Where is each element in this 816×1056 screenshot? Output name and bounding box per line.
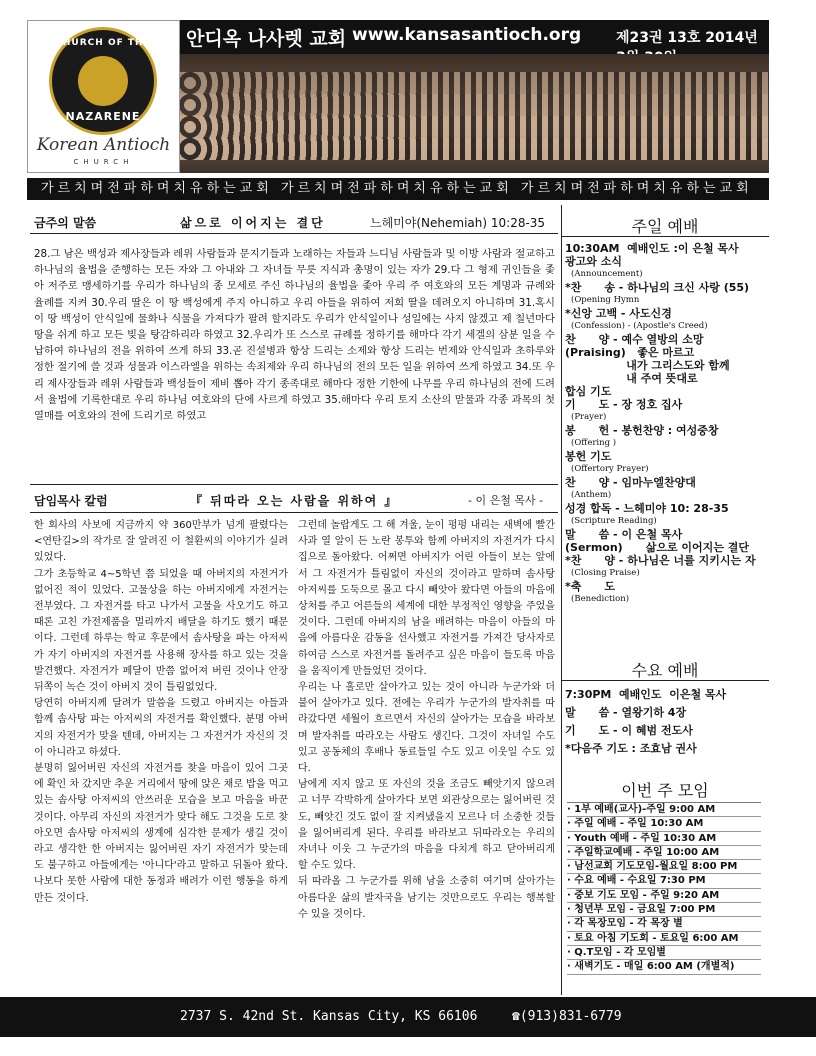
- worship-item: [565, 476, 770, 502]
- worship-item-english: (Confession) - (Apostle's Creed): [571, 321, 708, 331]
- worship-item-text: 봉 헌 - 봉헌찬양 : 여성중창: [565, 424, 719, 437]
- congregation-photo: [180, 54, 769, 173]
- worship-item-text: 합심 기도: [565, 385, 612, 398]
- worship-item: [565, 554, 770, 580]
- column-divider: [561, 205, 562, 995]
- meeting-item: · Q.T모임 - 각 모임별: [567, 946, 761, 960]
- church-name: 안디옥 나사렛 교회: [186, 28, 347, 50]
- worship-item-text: 찬 양 - 예수 열방의 소망: [565, 333, 704, 346]
- worship-item-text: 찬 양 - 임마누엘찬양대: [565, 476, 696, 489]
- sunday-order-of-worship: [565, 242, 770, 606]
- worship-item-english: (Anthem): [571, 490, 612, 500]
- worship-item-english: (Scripture Reading): [571, 516, 657, 526]
- worship-item-text: 10:30AM 예배인도 :이 은철 목사: [565, 242, 739, 255]
- meeting-item: · 수요 예배 - 수요일 7:30 PM: [567, 874, 761, 888]
- worship-item-english: (Opening Hymn: [571, 295, 640, 305]
- church-address: 2737 S. 42nd St. Kansas City, KS 66106: [180, 1009, 478, 1024]
- worship-item-text: *찬 양 - 하나님은 너를 지키시는 자: [565, 554, 756, 567]
- motto-banner: 가르치며전파하며치유하는교회 가르치며전파하며치유하는교회 가르치며전파하며치유하는교회: [27, 178, 769, 200]
- worship-item: [565, 346, 770, 385]
- scripture-text: 28.그 남은 백성과 제사장들과 레위 사람들과 문지기들과 노래하는 자들과 느디님 사람들과 및 이방 사람과 절교하고 하나님의 율법을 준행하는 모든 자와 그 아내와 그 자녀들 무릇 지식과 총명이 있는 자가 29.다 그 형제 귀인들을 좇아 저주로 맹세하기를 우리가 하나님의 종 모세로 주신 하나님의 율법을 좇아 우리 주 여호와의 모든 계명과 규례와 율례를 지켜 30.우리 딸은 이 땅 백성에게 주지 아니하고 우리 아들을 위하여 저희 딸을 데려오지 아니하며 31.혹시 이 땅 백성이 안식일에 물화나 식물을 가져다가 팔려 할지라도 우리가 안식일이나 성일에는 사지 않겠고 제 칠년마다 땅을 쉬게 하고 모든 빚을 탕감하리라 하였고 32.우리가 또 스스로 규례를 정하기를 해마다 각기 세겔의 삼분 일을 수납하여 하나님의 전을 위하여 쓰게 하되 33.곧 진설병과 항상 드리는 소제와 항상 드리는 번제와 안식일과 초하루와 정한 절기에 쓸 것과 성물과 이스라엘을 위하는 속죄제와 우리 하나님의 전의 모든 일을 위하여 쓰게 하였고 34.또 우리 제사장들과 레위 사람들과 백성들이 제비 뽑아 각기 종족대로 해마다 정한 기한에 나무를 우리 하나님의 전에 드려서 율법에 기록한대로 우리 하나님 여호와의 단에 사르게 하였고 35.해마다 우리 토지 소산의 맏물과 각종 과목의 첫 열매를 여호와의 전에 드리기로 하였고: [34, 248, 555, 423]
- worship-item: [565, 580, 770, 606]
- masthead: [27, 20, 769, 173]
- meeting-item: · Youth 예배 - 주일 10:30 AM: [567, 832, 761, 846]
- title-bar: [180, 20, 769, 54]
- worship-item: [565, 255, 770, 281]
- meeting-item: · 청년부 모임 - 금요일 7:00 PM: [567, 903, 761, 917]
- meeting-item: · 중보 기도 모임 - 주일 9:20 AM: [567, 889, 761, 903]
- wednesday-order: [565, 688, 770, 760]
- wednesday-item: 7:30PM 예배인도 이은철 목사: [565, 688, 727, 701]
- footer: [0, 997, 816, 1037]
- sermon-title: 삶으로 이어지는 결단: [180, 216, 326, 230]
- meeting-item: · 주일 예배 - 주일 10:30 AM: [567, 817, 761, 831]
- website-link[interactable]: www.kansasantioch.org: [352, 25, 582, 45]
- worship-item: [565, 398, 770, 424]
- column-text-left: 한 회사의 사보에 지금까지 약 360만부가 넘게 팔렸다는 <연탄길>의 작가로 잘 알려진 이 철환씨의 이야기가 실려 있었다. 그가 초등학교 4~5학년 쯤 되었을 때 아버지의 자전거가 없어진 적이 있었다. 고물상을 하는 아버지에게 자전거는 전부였다. 그 자전거를 타고 나가서 고물을 사오기도 하고 때론 고친 가전제품을 멀리까지 배달을 하기도 했기 때문이다. 그런데 하루는 학교 후문에서 솜사탕을 파는 아저씨가 자기 아버지의 자전거를 사용해 장사를 하고 있는 것을 발견했다. 자전거가 페달이 반쯤 없어져 버린 것이나 안장 뒤쪽이 녹슨 것이 아버지 것이 틀림없었다. 당연히 아버지께 달려가 말씀을 드렸고 아버지는 아들과 함께 솜사탕 파는 아저씨의 자전거를 확인했다. 분명 아버지의 자전거가 맞을 텐데, 아버지는 그 자전거가 자신의 것이 아니라고 하셨다. 분명히 잃어버린 자신의 자전거를 찾을 마음이 있어 그곳에 확인 차 갔지만 추운 거리에서 땅에 앉은 채로 밥을 먹고 있는 솜사탕 아저씨의 안쓰러운 모습을 보고 마음을 바꾼 것이다. 아무리 자신의 자전거가 맞다 해도 그것을 도로 찾아오면 솜사탕 아저씨의 생계에 심각한 문제가 생길 것이라고 생각한 한 아버지는 잃어버린 자기 자전거가 맞는데도 불구하고 아들에게는 '아니다'라고 말하고 뒤돌아 왔다. 나보다 못한 사람에 대한 동정과 배려가 이런 행동을 하게 만든 것이다.: [34, 520, 288, 904]
- divider: [30, 233, 558, 234]
- divider: [562, 236, 769, 237]
- worship-item: [565, 333, 770, 346]
- divider: [30, 512, 558, 513]
- church-logo: [27, 20, 180, 173]
- worship-item-text: 성경 합독 - 느헤미야 10: 28-35: [565, 502, 729, 515]
- worship-item: [565, 242, 770, 255]
- worship-item: [565, 281, 770, 307]
- worship-item-english: (Offering ): [571, 438, 617, 448]
- logo-sub: CHURCH: [73, 158, 134, 166]
- worship-item: [565, 502, 770, 528]
- seal-center: [78, 56, 128, 106]
- nazarene-seal-icon: [49, 27, 157, 135]
- meeting-item: · 1부 예배(교사)-주일 9:00 AM: [567, 803, 761, 817]
- wednesday-service-title: 수요 예배: [631, 661, 699, 680]
- column-title: 『 뒤따라 오는 사람을 위하여 』: [190, 494, 399, 508]
- worship-item-text: (Sermon) 삶으로 이어지는 결단: [565, 541, 749, 554]
- worship-item-text: *축 도: [565, 580, 615, 593]
- worship-item-text: 광고와 소식: [565, 255, 622, 268]
- worship-item: [565, 307, 770, 333]
- worship-item-text: (Praising) 좋은 마르고 내가 그리스도와 함께 내 주여 뜻대로: [565, 346, 730, 385]
- wednesday-item: 기 도 - 이 혜범 전도사: [565, 724, 693, 737]
- worship-item: [565, 450, 770, 476]
- meeting-item: · 각 목장모임 - 각 목장 별: [567, 917, 761, 931]
- worship-item: [565, 528, 770, 541]
- seal-top-text: CHURCH OF THE: [55, 38, 151, 48]
- column-label: 담임목사 칼럼: [34, 494, 108, 508]
- meeting-item: · 남선교회 기도모임-월요일 8:00 PM: [567, 860, 761, 874]
- meetings-list: [567, 802, 761, 975]
- meeting-item: · 토요 아침 기도회 - 토요일 6:00 AM: [567, 932, 761, 946]
- worship-item: [565, 541, 770, 554]
- seal-bottom-text: NAZARENE: [65, 110, 141, 123]
- worship-item-english: (Prayer): [571, 412, 607, 422]
- divider: [562, 680, 769, 681]
- logo-name: Korean Antioch: [36, 135, 171, 155]
- scripture-reference: 느헤미야(Nehemiah) 10:28-35: [370, 216, 546, 230]
- meeting-item: · 새벽기도 - 매일 6:00 AM (개별적): [567, 960, 761, 974]
- worship-item: [565, 385, 770, 398]
- column-author: - 이 은철 목사 -: [468, 494, 544, 507]
- sunday-service-title: 주일 예배: [631, 217, 699, 236]
- issue-date: 제23권 13호 2014년: [616, 30, 758, 46]
- worship-item-english: (Closing Praise): [571, 568, 640, 578]
- worship-item-text: 기 도 - 장 정호 집사: [565, 398, 683, 411]
- worship-item-text: 말 씀 - 이 은철 목사: [565, 528, 683, 541]
- worship-item-text: *찬 송 - 하나님의 크신 사랑 (55): [565, 281, 750, 294]
- worship-item-text: 봉헌 기도: [565, 450, 612, 463]
- worship-item: [565, 424, 770, 450]
- meeting-item: · 주일학교예배 - 주일 10:00 AM: [567, 846, 761, 860]
- sermon-label: 금주의 말씀: [34, 216, 97, 230]
- worship-item-text: *신앙 고백 - 사도신경: [565, 307, 672, 320]
- wednesday-item: *다음주 기도 : 조효남 권사: [565, 742, 697, 755]
- meetings-title: 이번 주 모임: [621, 781, 709, 800]
- divider: [30, 484, 558, 485]
- worship-item-english: (Offertory Prayer): [571, 464, 649, 474]
- worship-item-english: (Announcement): [571, 269, 643, 279]
- wednesday-item: 말 씀 - 열왕기하 4장: [565, 706, 687, 719]
- church-phone[interactable]: ☎(913)831-6779: [512, 1009, 622, 1024]
- column-text-right: 그런데 놀랍게도 그 해 겨울, 눈이 펑펑 내리는 새벽에 빨간 사과 열 알이 든 노란 봉투와 함께 아버지의 자전거가 다시 집으로 돌아왔다. 어쩌면 아버지가 어린 아들이 보는 앞에서 그 자전거가 틀림없이 자신의 것이라고 말하며 솜사탕 아저씨를 도둑으로 몰고 다시 빼앗아 왔다면 아들의 마음에 상처를 주고 어른들의 세계에 대한 부정적인 영향을 주었을 것이다. 그런데 아버지의 남을 배려하는 마음이 아들의 마음에 아름다운 감동을 선사했고 자전거를 가져간 당사자로 하여금 스스로 자전거를 돌려주고 싶은 마음이 들도록 마음을 움직이게 만들었던 것이다. 우리는 나 홀로만 살아가고 있는 것이 아니라 누군가와 더불어 살아가고 있다. 전에는 우리가 누군가의 발자취를 따라갔다면 세월이 흐르면서 자신의 살아가는 모습을 바라보며 발자취를 따라오는 사람도 생긴다. 그것이 자녀일 수도 있고 공동체의 후배나 동료들일 수도 있고 이웃일 수도 있다. 남에게 지지 않고 또 자신의 것을 조금도 빼앗기지 않으려고 너무 각박하게 살아가다 보면 외관상으로는 잃어버린 것도, 빼앗긴 것도 없이 잘 지켜냈을지 모르나 더 소중한 것들을 잃어버리게 된다. 우리를 바라보고 뒤따라오는 우리의 자녀나 이웃 그 누군가의 마음을 다치게 하고 닫아버리게 할 수도 있다. 뒤 따라올 그 누군가를 위해 남을 소중히 여기며 살아가는 아름다운 삶의 발자국을 남기는 것만으로도 우리는 행복할 수 있을 것이다.: [298, 520, 555, 920]
- worship-item-english: (Benediction): [571, 594, 630, 604]
